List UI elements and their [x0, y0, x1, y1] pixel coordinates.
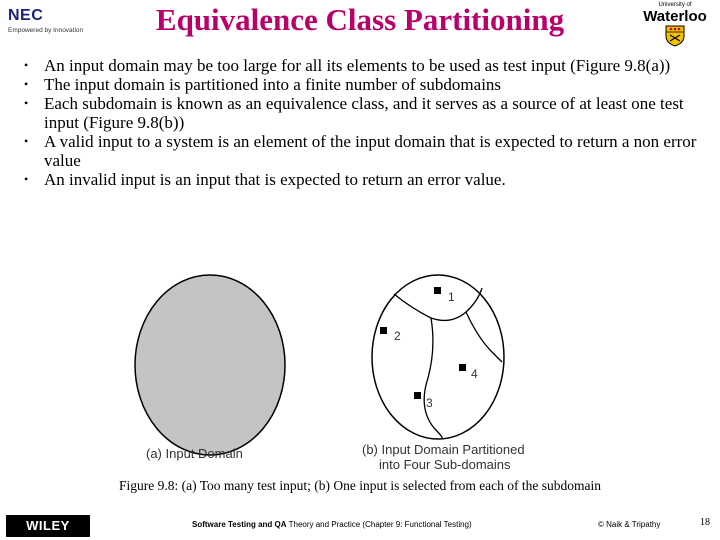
- figure-b-label-line2: into Four Sub-domains: [379, 457, 511, 472]
- bullet-item: [24, 56, 704, 75]
- input-domain-figure: [130, 268, 290, 468]
- subdomain-label: 4: [471, 367, 478, 381]
- test-input-marker: [380, 327, 387, 334]
- bullet-dot-icon: •: [24, 58, 29, 72]
- bullet-dot-icon: •: [24, 96, 29, 110]
- crest-icon: [665, 25, 685, 47]
- bullet-text: Each subdomain is known as an equivalence class, and it serves as a source of at least one test input (Figure 9.8(b)): [44, 94, 684, 132]
- test-input-marker: [434, 287, 441, 294]
- bullet-dot-icon: •: [24, 172, 29, 186]
- subdomain-label: 1: [448, 290, 455, 304]
- test-input-marker: [414, 392, 421, 399]
- bullet-dot-icon: •: [24, 134, 29, 148]
- bullet-dot-icon: •: [24, 77, 29, 91]
- bullet-text: An input domain may be too large for all its elements to be used as test input (Figure 9.8(a)): [44, 56, 671, 75]
- figure-a-label: (a) Input Domain: [146, 446, 243, 461]
- wiley-logo: WILEY: [6, 515, 90, 537]
- bullet-text: A valid input to a system is an element of the input domain that is expected to return a non error value: [44, 132, 697, 170]
- test-input-marker: [459, 364, 466, 371]
- footer-book-title-rest: Theory and Practice (Chapter 9: Functional Testing): [286, 520, 472, 529]
- input-domain-ellipse: [135, 275, 285, 455]
- footer-copyright: © Naik & Tripathy: [598, 520, 661, 529]
- footer-book-title-bold: Software Testing and QA: [192, 520, 287, 529]
- bullet-item: [24, 94, 704, 132]
- bullet-item: [24, 132, 704, 170]
- nec-logo-text: NEC: [8, 7, 44, 24]
- figure-b-label-line1: (b) Input Domain Partitioned: [362, 442, 525, 457]
- page-number: 18: [700, 517, 710, 528]
- figure-caption: Figure 9.8: (a) Too many test input; (b) One input is selected from each of the subdomain: [118, 478, 602, 493]
- bullet-text: The input domain is partitioned into a finite number of subdomains: [44, 75, 502, 94]
- university-logo: [632, 2, 718, 48]
- slide-title: Equivalence Class Partitioning: [155, 2, 565, 37]
- bullet-list: [24, 56, 704, 189]
- bullet-text: An invalid input is an input that is expected to return an error value.: [44, 170, 506, 189]
- footer-book-title: [192, 520, 472, 529]
- nec-tagline: Empowered by Innovation: [8, 27, 84, 34]
- partitioned-domain-ellipse: [372, 275, 504, 439]
- bullet-item: [24, 170, 704, 189]
- figure-b-label: [362, 442, 525, 472]
- bullet-item: [24, 75, 704, 94]
- subdomain-label: 3: [426, 396, 433, 410]
- university-logo-small-text: University of: [658, 2, 692, 8]
- university-logo-name: Waterloo: [643, 8, 707, 25]
- subdomain-label: 2: [394, 329, 401, 343]
